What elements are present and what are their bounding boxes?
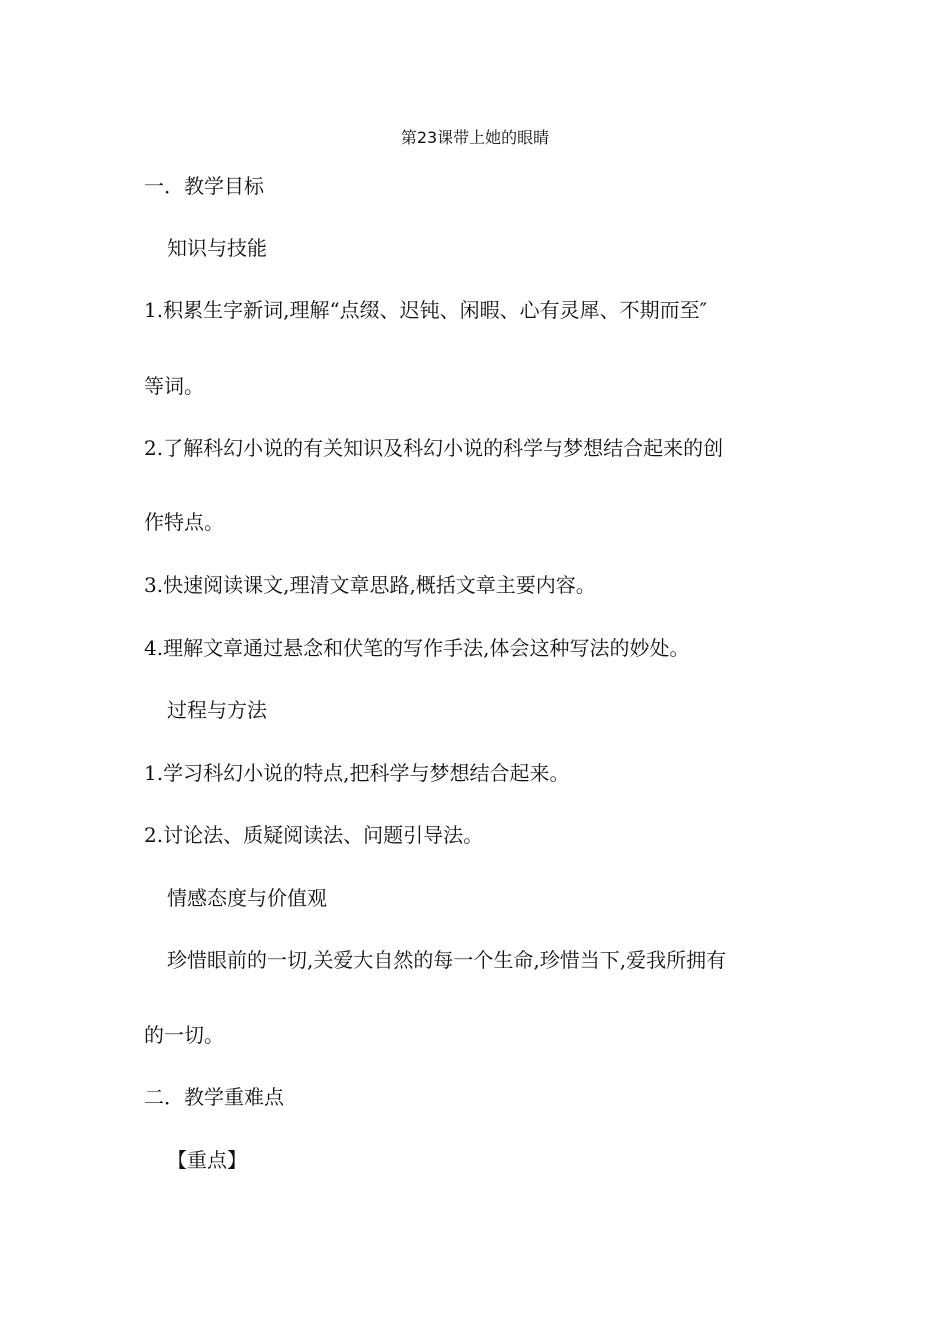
subheading-emotion-values: 情感态度与价值观 — [167, 886, 327, 910]
subheading-focus: 【重点】 — [167, 1148, 247, 1172]
paragraph-line: 等词。 — [144, 374, 204, 398]
paragraph-line: 珍惜眼前的一切,关爱大自然的每一个生命,珍惜当下,爱我所拥有 — [167, 948, 727, 972]
paragraph-line: 4.理解文章通过悬念和伏笔的写作手法,体会这种写法的妙处。 — [144, 636, 690, 660]
document-title: 第23课带上她的眼睛 — [400, 128, 550, 147]
paragraph-line: 2.了解科幻小说的有关知识及科幻小说的科学与梦想结合起来的创 — [144, 436, 724, 460]
paragraph-line: 3.快速阅读课文,理清文章思路,概括文章主要内容。 — [144, 573, 596, 597]
paragraph-line: 1.学习科幻小说的特点,把科学与梦想结合起来。 — [144, 761, 570, 785]
subheading-knowledge-skills: 知识与技能 — [167, 236, 267, 260]
paragraph-line: 的一切。 — [144, 1023, 224, 1047]
paragraph-line: 2.讨论法、质疑阅读法、问题引导法。 — [144, 823, 484, 847]
subheading-process-methods: 过程与方法 — [167, 698, 267, 722]
section-heading-objectives: 一．教学目标 — [144, 174, 264, 198]
paragraph-line: 1.积累生字新词,理解“点缀、迟钝、闲暇、心有灵犀、不期而至″ — [144, 298, 708, 322]
section-heading-key-points: 二．教学重难点 — [144, 1085, 284, 1109]
paragraph-line: 作特点。 — [144, 510, 224, 534]
